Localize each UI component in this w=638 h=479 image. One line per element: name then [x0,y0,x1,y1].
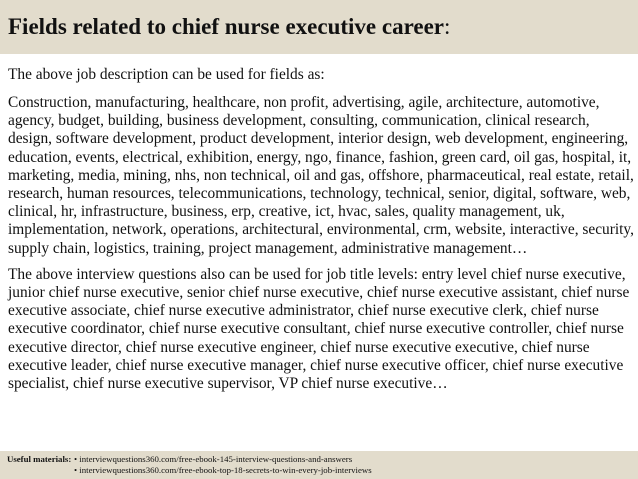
footer-row-2 [7,465,638,476]
footer-bar [0,451,638,479]
footer-row-1 [7,454,638,465]
fields-paragraph: Construction, manufacturing, healthcare, non profit, advertising, agile, architecture, automotive, agency, budget, building, business development, consulting, communication, clinical research, design, software development, product development, interior design, web development, engineering, education, events, electrical, exhibition, energy, ngo, finance, fashion, green card, oil gas, hospital, it, marketing, media, mining, nhs, non technical, oil and gas, offshore, pharmaceutical, real estate, retail, research, human resources, telecommunications, technology, technical, senior, digital, software, web, clinical, hr, infrastructure, business, erp, creative, ict, hvac, sales, quality management, uk, implementation, network, operations, architectural, environmental, crm, website, interactive, security, supply chain, logistics, training, project management, administrative management… [8,94,634,257]
footer-label: Useful materials: [7,454,72,464]
title-bar [0,0,638,54]
footer-link-2[interactable]: • interviewquestions360.com/free-ebook-top-18-secrets-to-win-every-job-interviews [74,464,372,475]
slide-title-text: Fields related to chief nurse executive career [8,14,445,39]
slide-title [8,14,638,40]
intro-text: The above job description can be used for fields as: [8,66,325,83]
slide-title-colon: : [444,14,451,39]
slide-content [8,66,634,401]
footer-link-1[interactable]: • interviewquestions360.com/free-ebook-145-interview-questions-and-answers [74,454,353,464]
job-levels-paragraph: The above interview questions also can be used for job title levels: entry level chief nurse executive, junior chief nurse executive, senior chief nurse executive, chief nurse executive assistant, chief nurse executive associate, chief nurse executive administrator, chief nurse executive clerk, chief nurse executive coordinator, chief nurse executive consultant, chief nurse executive controller, chief nurse executive director, chief nurse executive engineer, chief nurse executive executive, chief nurse executive leader, chief nurse executive manager, chief nurse executive officer, chief nurse executive specialist, chief nurse executive supervisor, VP chief nurse executive… [8,265,630,393]
